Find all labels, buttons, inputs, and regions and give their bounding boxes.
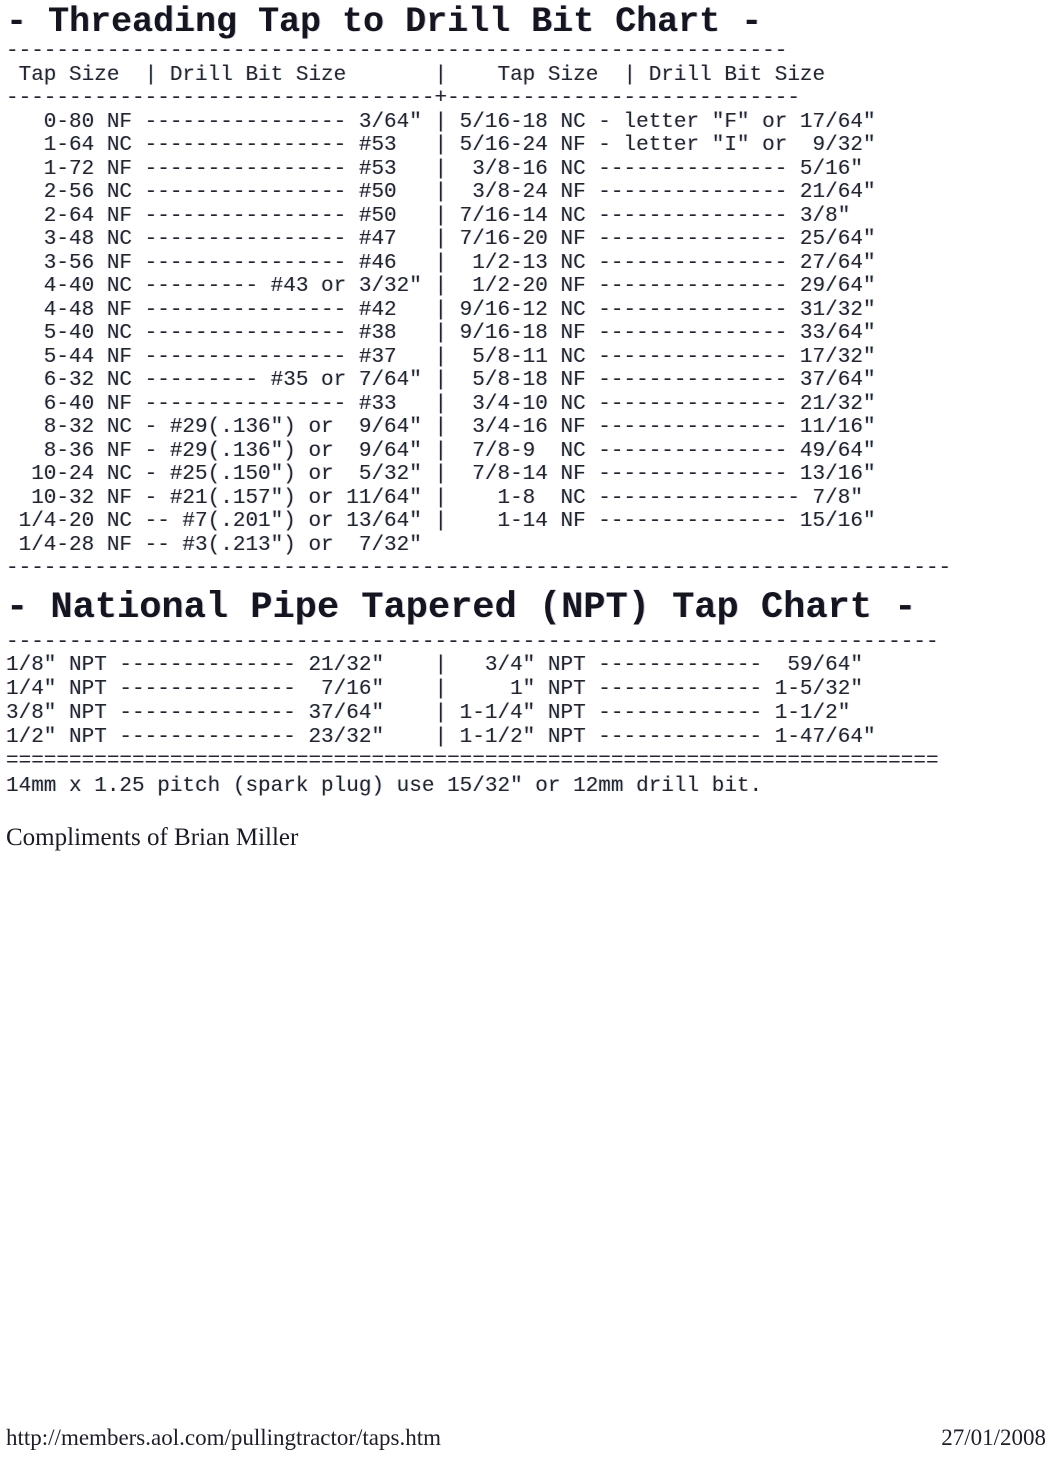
tap-row: 3-48 NC ---------------- #47 | 7/16-20 NF --------------- 25/64" — [6, 228, 876, 251]
separator-line: -------------------------------------------------------------------------- — [6, 630, 939, 654]
tap-row: 8-36 NF - #29(.136") or 9/64" | 7/8-9 NC --------------- 49/64" — [6, 439, 876, 463]
compliments-note: Compliments of Brian Miller — [6, 824, 299, 851]
separator-line: -------------------------------------------------------------- — [6, 40, 788, 63]
tap-row: 6-32 NC --------- #35 or 7/64" | 5/8-18 NF --------------- 37/64" — [6, 369, 876, 392]
separator-line-with-junction: ----------------------------------+---------------------------- — [6, 87, 800, 110]
tap-row: 1/4-20 NC -- #7(.201") or 13/64" | 1-14 NF --------------- 15/16" — [6, 510, 876, 533]
tap-row: 4-48 NF ---------------- #42 | 9/16-12 NC --------------- 31/32" — [6, 298, 876, 322]
tap-row: 10-24 NC - #25(.150") or 5/32" | 7/8-14 NF --------------- 13/16" — [6, 463, 876, 486]
npt-chart-title: - National Pipe Tapered (NPT) Tap Chart - — [6, 586, 917, 629]
tap-row: 6-40 NF ---------------- #33 | 3/4-10 NC --------------- 21/32" — [6, 392, 876, 416]
footer-date: 27/01/2008 — [941, 1425, 1046, 1450]
tap-row: 8-32 NC - #29(.136") or 9/64" | 3/4-16 NF --------------- 11/16" — [6, 416, 876, 439]
page-content — [6, 2, 1054, 852]
tap-row: 1/4-28 NF -- #3(.213") or 7/32" — [6, 533, 422, 557]
tap-row: 1-64 NC ---------------- #53 | 5/16-24 NF - letter "I" or 9/32" — [6, 134, 876, 157]
tap-row: 5-40 NC ---------------- #38 | 9/16-18 NF --------------- 33/64" — [6, 322, 876, 345]
tap-row: 10-32 NF - #21(.157") or 11/64" | 1-8 NC ---------------- 7/8" — [6, 486, 863, 510]
tap-chart-rows — [6, 111, 1054, 558]
separator-line: --------------------------------------------------------------------------- — [6, 557, 952, 580]
tap-row: 5-44 NF ---------------- #37 | 5/8-11 NC --------------- 17/32" — [6, 345, 876, 369]
footer-url: http://members.aol.com/pullingtractor/taps.htm — [6, 1425, 442, 1450]
tap-row: 1-72 NF ---------------- #53 | 3/8-16 NC --------------- 5/16" — [6, 157, 863, 181]
npt-row: 1/2" NPT -------------- 23/32" | 1-1/2" NPT ------------- 1-47/64" — [6, 726, 876, 749]
tap-chart-title: - Threading Tap to Drill Bit Chart - — [6, 2, 763, 42]
tap-row: 4-40 NC --------- #43 or 3/32" | 1/2-20 NF --------------- 29/64" — [6, 275, 876, 298]
npt-row: 1/8" NPT -------------- 21/32" | 3/4" NPT ------------- 59/64" — [6, 654, 863, 677]
tap-row: 2-64 NF ---------------- #50 | 7/16-14 NC --------------- 3/8" — [6, 204, 851, 228]
tap-chart-column-headers: Tap Size | Drill Bit Size | Tap Size | Drill Bit Size — [6, 63, 826, 87]
npt-chart-rows — [6, 654, 1054, 750]
double-separator-line: ========================================================================== — [6, 750, 939, 773]
tap-row: 2-56 NC ---------------- #50 | 3/8-24 NF --------------- 21/64" — [6, 181, 876, 204]
print-footer — [6, 1425, 1046, 1451]
npt-row: 1/4" NPT -------------- 7/16" | 1" NPT ------------- 1-5/32" — [6, 678, 863, 701]
tap-row: 3-56 NF ---------------- #46 | 1/2-13 NC --------------- 27/64" — [6, 251, 876, 275]
npt-row: 3/8" NPT -------------- 37/64" | 1-1/4" NPT ------------- 1-1/2" — [6, 702, 851, 725]
tap-row: 0-80 NF ---------------- 3/64" | 5/16-18 NC - letter "F" or 17/64" — [6, 110, 876, 134]
spark-plug-note: 14mm x 1.25 pitch (spark plug) use 15/32" or 12mm drill bit. — [6, 774, 763, 798]
